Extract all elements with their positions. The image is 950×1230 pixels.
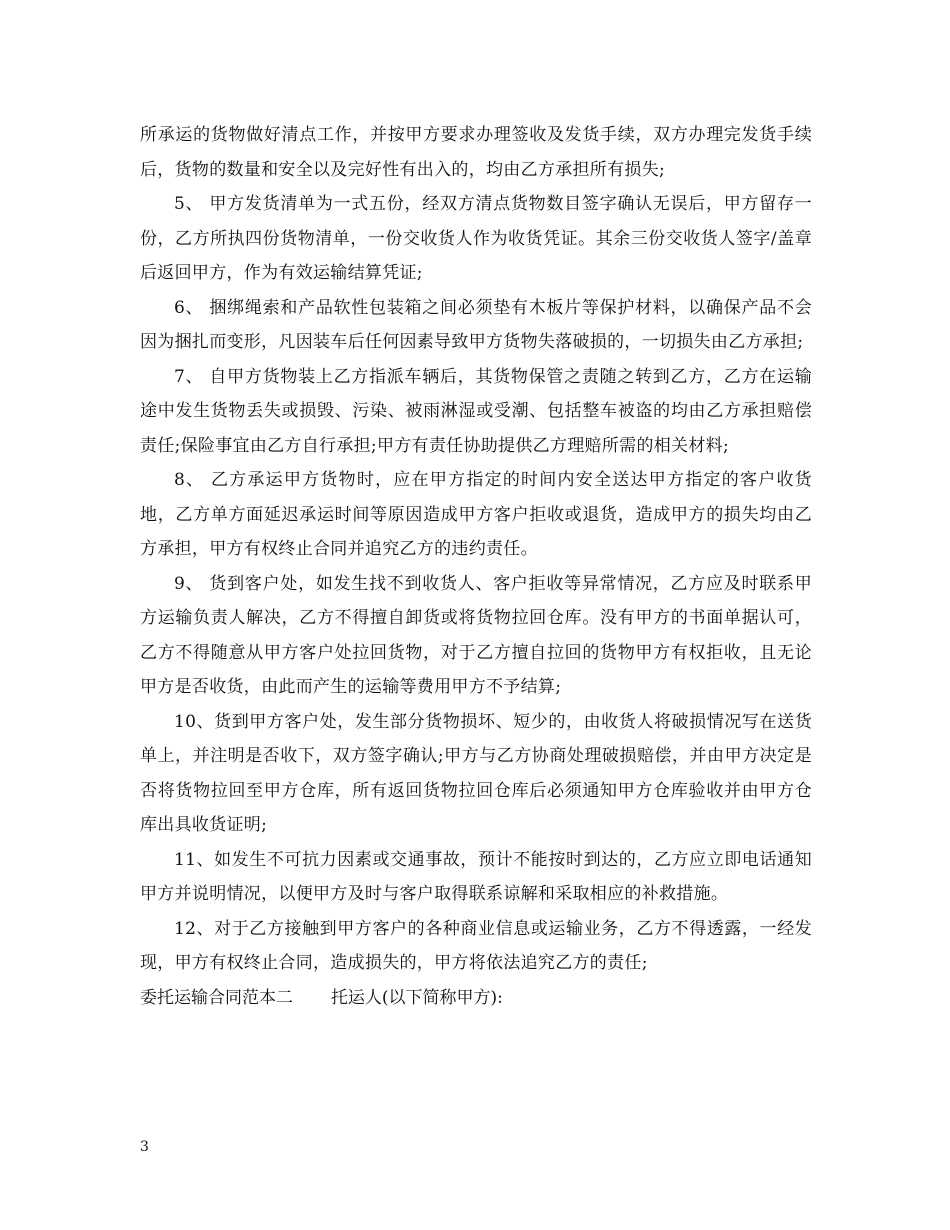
clause-8: 8、 乙方承运甲方货物时，应在甲方指定的时间内安全送达甲方指定的客户收货地，乙方单方面延迟承运时间等原因造成甲方客户拒收或退货，造成甲方的损失均由乙方承担，甲方有权终止合同并追究乙方的违约责任。 xyxy=(140,470,812,559)
clause-5: 5、 甲方发货清单为一式五份，经双方清点货物数目签字确认无误后，甲方留存一份，乙方所执四份货物清单，一份交收货人作为收货凭证。其余三份交收货人签字/盖章后返回甲方，作为有效运输结算凭证; xyxy=(140,194,812,283)
clause-7: 7、 自甲方货物装上乙方指派车辆后，其货物保管之责随之转到乙方，乙方在运输途中发生货物丢失或损毁、污染、被雨淋湿或受潮、包括整车被盗的均由乙方承担赔偿责任;保险事宜由乙方自行承担;甲方有责任协助提供乙方理赔所需的相关材料; xyxy=(140,366,812,456)
clause-11: 11、如发生不可抗力因素或交通事故，预计不能按时到达的，乙方应立即电话通知甲方并说明情况，以便甲方及时与客户取得联系谅解和采取相应的补救措施。 xyxy=(140,849,812,904)
page-number: 3 xyxy=(140,1139,149,1155)
clause-6: 6、 捆绑绳索和产品软性包装箱之间必须垫有木板片等保护材料，以确保产品不会因为捆扎而变形，凡因装车后任何因素导致甲方货物失落破损的，一切损失由乙方承担; xyxy=(140,297,812,352)
clause-10: 10、货到甲方客户处，发生部分货物损坏、短少的，由收货人将破损情况写在送货单上，并注明是否收下，双方签字确认;甲方与乙方协商处理破损赔偿，并由甲方决定是否将货物拉回至甲方仓库，所有返回货物拉回仓库后必须通知甲方仓库验收并由甲方仓库出具收货证明; xyxy=(140,711,812,835)
clause-9: 9、 货到客户处，如发生找不到收货人、客户拒收等异常情况，乙方应及时联系甲方运输负责人解决，乙方不得擅自卸货或将货物拉回仓库。没有甲方的书面单据认可，乙方不得随意从甲方客户处拉回货物，对于乙方擅自拉回的货物甲方有权拒收，且无论甲方是否收货，由此而产生的运输等费用甲方不予结算; xyxy=(140,573,812,697)
clause-12: 12、对于乙方接触到甲方客户的各种商业信息或运输业务，乙方不得透露，一经发现，甲方有权终止合同，造成损失的，甲方将依法追究乙方的责任; xyxy=(140,918,812,973)
paragraph-continuation: 所承运的货物做好清点工作，并按甲方要求办理签收及发货手续，双方办理完发货手续后，货物的数量和安全以及完好性有出入的，均由乙方承担所有损失; xyxy=(140,125,812,180)
contract-template-heading: 委托运输合同范本二 托运人(以下简称甲方): xyxy=(140,987,503,1008)
document-body xyxy=(140,118,812,1015)
